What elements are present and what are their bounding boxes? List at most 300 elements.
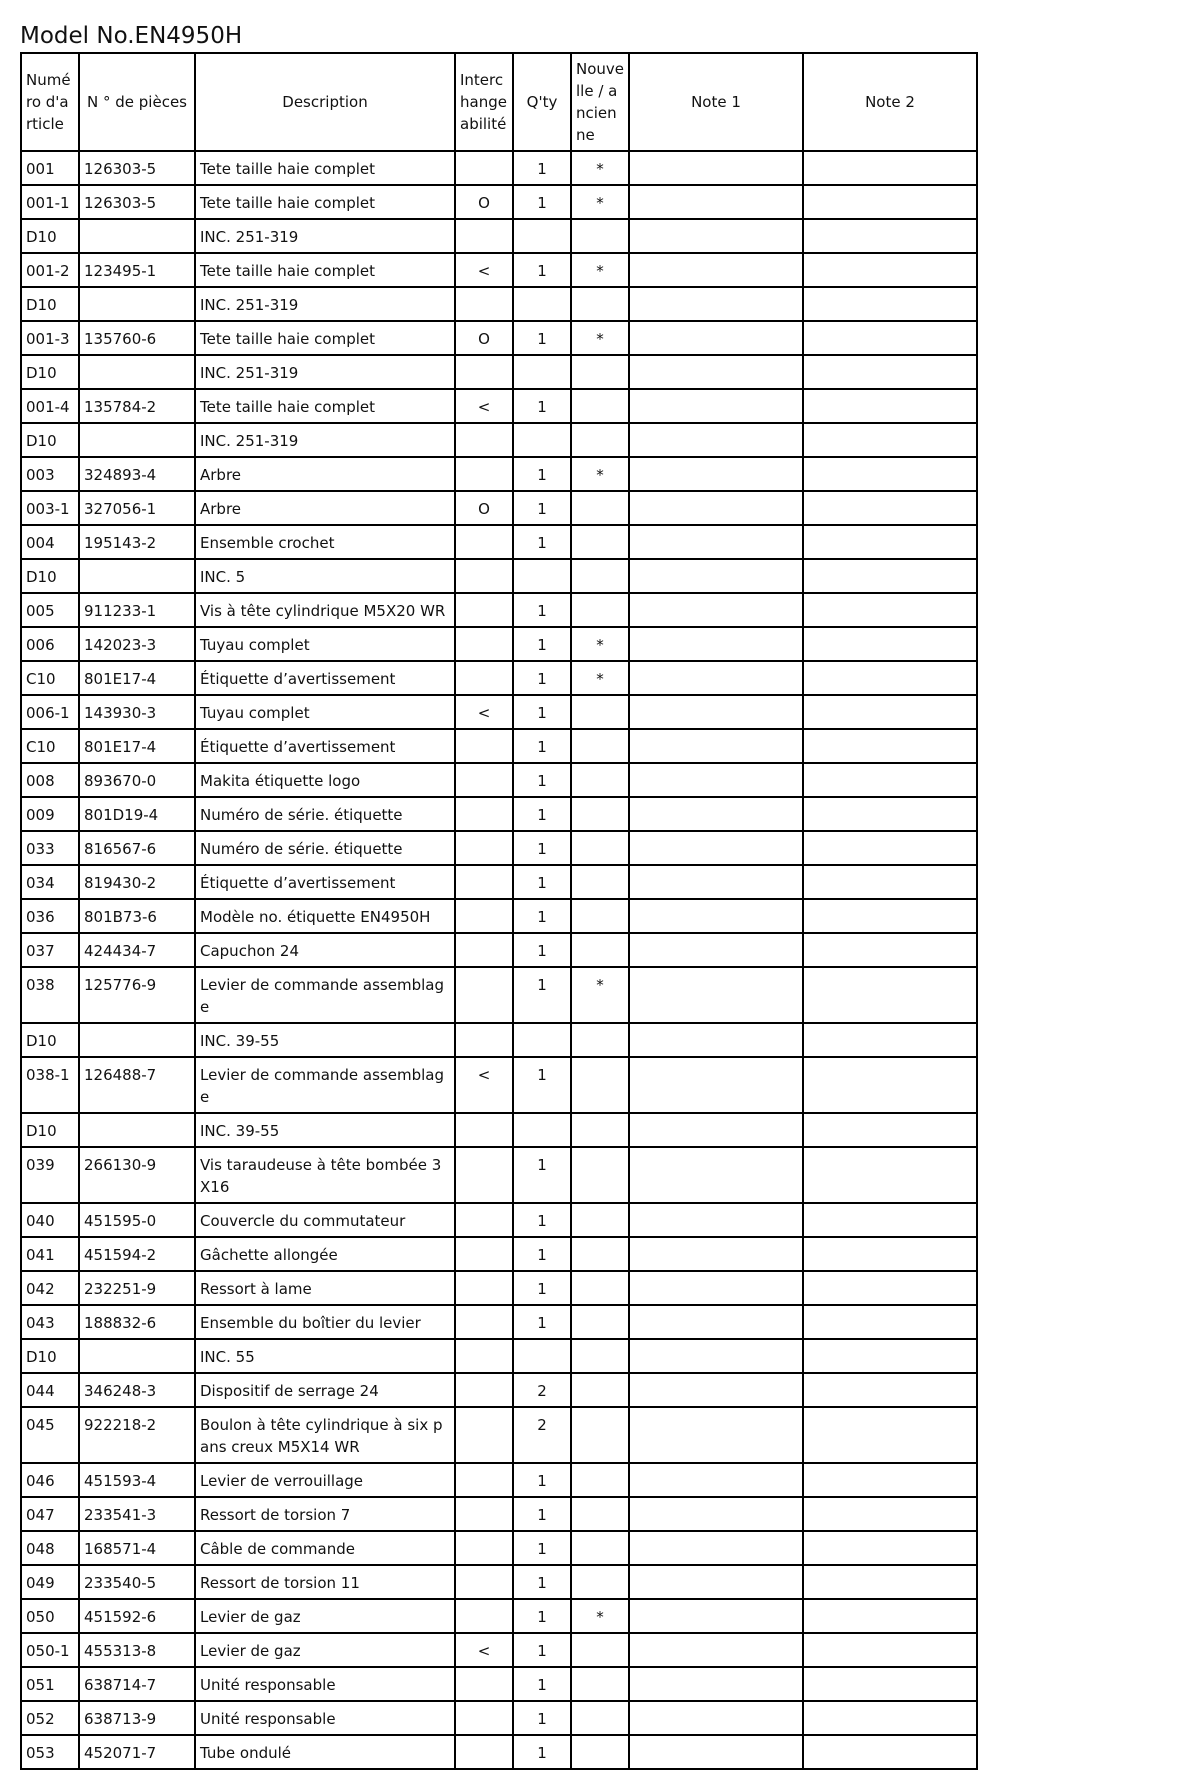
item-number-cell: C10 xyxy=(21,729,79,763)
table-row xyxy=(21,661,977,695)
note-1-cell xyxy=(629,593,803,627)
item-number-cell: 040 xyxy=(21,1203,79,1237)
table-row xyxy=(21,525,977,559)
note-1-cell xyxy=(629,559,803,593)
note-1-cell xyxy=(629,355,803,389)
item-number-cell: 009 xyxy=(21,797,79,831)
new-old-cell xyxy=(571,831,629,865)
item-number-cell: D10 xyxy=(21,559,79,593)
item-number-cell: 008 xyxy=(21,763,79,797)
description-cell: Tete taille haie complet xyxy=(195,253,455,287)
note-2-cell xyxy=(803,797,977,831)
note-2-cell xyxy=(803,1373,977,1407)
quantity-cell: 2 xyxy=(513,1407,571,1463)
table-row xyxy=(21,1237,977,1271)
note-1-cell xyxy=(629,1463,803,1497)
note-2-cell xyxy=(803,1667,977,1701)
part-number-cell: 195143-2 xyxy=(79,525,195,559)
item-number-cell: D10 xyxy=(21,1339,79,1373)
part-number-cell: 455313-8 xyxy=(79,1633,195,1667)
item-number-cell: 049 xyxy=(21,1565,79,1599)
table-row xyxy=(21,1271,977,1305)
quantity-cell: 1 xyxy=(513,1057,571,1113)
interchangeability-cell xyxy=(455,1735,513,1769)
table-row xyxy=(21,865,977,899)
note-2-cell xyxy=(803,1599,977,1633)
note-2-cell xyxy=(803,899,977,933)
part-number-cell: 451592-6 xyxy=(79,1599,195,1633)
quantity-cell: 1 xyxy=(513,899,571,933)
part-number-cell xyxy=(79,423,195,457)
interchangeability-cell xyxy=(455,661,513,695)
description-cell: Tuyau complet xyxy=(195,695,455,729)
interchangeability-cell: O xyxy=(455,491,513,525)
description-cell: INC. 5 xyxy=(195,559,455,593)
new-old-cell: * xyxy=(571,661,629,695)
quantity-cell: 1 xyxy=(513,1203,571,1237)
part-number-cell: 346248-3 xyxy=(79,1373,195,1407)
note-1-cell xyxy=(629,1237,803,1271)
interchangeability-cell: O xyxy=(455,321,513,355)
interchangeability-cell xyxy=(455,1373,513,1407)
table-row xyxy=(21,253,977,287)
table-row xyxy=(21,321,977,355)
note-2-cell xyxy=(803,1271,977,1305)
interchangeability-cell: < xyxy=(455,389,513,423)
new-old-cell: * xyxy=(571,457,629,491)
note-2-cell xyxy=(803,491,977,525)
interchangeability-cell: < xyxy=(455,1057,513,1113)
item-number-cell: 053 xyxy=(21,1735,79,1769)
new-old-cell xyxy=(571,729,629,763)
part-number-cell xyxy=(79,355,195,389)
note-1-cell xyxy=(629,151,803,185)
interchangeability-cell xyxy=(455,763,513,797)
description-cell: INC. 55 xyxy=(195,1339,455,1373)
new-old-cell xyxy=(571,1057,629,1113)
interchangeability-cell xyxy=(455,1147,513,1203)
part-number-cell: 233541-3 xyxy=(79,1497,195,1531)
new-old-cell xyxy=(571,1407,629,1463)
table-row xyxy=(21,219,977,253)
new-old-cell xyxy=(571,1565,629,1599)
note-2-cell xyxy=(803,253,977,287)
quantity-cell: 1 xyxy=(513,661,571,695)
quantity-cell: 1 xyxy=(513,1599,571,1633)
note-2-cell xyxy=(803,729,977,763)
part-number-cell: 451595-0 xyxy=(79,1203,195,1237)
description-cell: Levier de gaz xyxy=(195,1633,455,1667)
part-number-cell: 801D19-4 xyxy=(79,797,195,831)
description-cell: Ressort de torsion 11 xyxy=(195,1565,455,1599)
part-number-cell xyxy=(79,219,195,253)
new-old-cell xyxy=(571,1531,629,1565)
note-1-cell xyxy=(629,1735,803,1769)
table-row xyxy=(21,933,977,967)
table-row xyxy=(21,389,977,423)
item-number-cell: 005 xyxy=(21,593,79,627)
quantity-cell: 1 xyxy=(513,1271,571,1305)
note-1-cell xyxy=(629,321,803,355)
note-1-cell xyxy=(629,933,803,967)
note-2-cell xyxy=(803,1147,977,1203)
part-number-cell: 452071-7 xyxy=(79,1735,195,1769)
interchangeability-cell xyxy=(455,899,513,933)
note-1-cell xyxy=(629,1497,803,1531)
part-number-cell: 188832-6 xyxy=(79,1305,195,1339)
header-part-number: N ° de pièces xyxy=(79,53,195,151)
table-row xyxy=(21,559,977,593)
part-number-cell: 126303-5 xyxy=(79,151,195,185)
interchangeability-cell xyxy=(455,627,513,661)
interchangeability-cell xyxy=(455,1667,513,1701)
header-item-number: Numéro d'article xyxy=(21,53,79,151)
table-row xyxy=(21,1203,977,1237)
new-old-cell xyxy=(571,1497,629,1531)
part-number-cell: 911233-1 xyxy=(79,593,195,627)
new-old-cell xyxy=(571,865,629,899)
quantity-cell: 1 xyxy=(513,593,571,627)
note-2-cell xyxy=(803,525,977,559)
table-row xyxy=(21,1305,977,1339)
new-old-cell: * xyxy=(571,967,629,1023)
interchangeability-cell xyxy=(455,1565,513,1599)
interchangeability-cell xyxy=(455,967,513,1023)
note-2-cell xyxy=(803,1565,977,1599)
part-number-cell: 638713-9 xyxy=(79,1701,195,1735)
note-2-cell xyxy=(803,1339,977,1373)
quantity-cell: 1 xyxy=(513,1633,571,1667)
part-number-cell: 816567-6 xyxy=(79,831,195,865)
part-number-cell: 801E17-4 xyxy=(79,729,195,763)
interchangeability-cell xyxy=(455,287,513,321)
description-cell: Levier de commande assemblage xyxy=(195,967,455,1023)
quantity-cell xyxy=(513,1113,571,1147)
part-number-cell xyxy=(79,287,195,321)
item-number-cell: D10 xyxy=(21,219,79,253)
interchangeability-cell xyxy=(455,525,513,559)
table-row xyxy=(21,1407,977,1463)
note-2-cell xyxy=(803,1203,977,1237)
note-1-cell xyxy=(629,1339,803,1373)
interchangeability-cell xyxy=(455,151,513,185)
quantity-cell: 1 xyxy=(513,1463,571,1497)
quantity-cell: 1 xyxy=(513,185,571,219)
header-note-1: Note 1 xyxy=(629,53,803,151)
table-row xyxy=(21,899,977,933)
table-row xyxy=(21,1463,977,1497)
note-2-cell xyxy=(803,593,977,627)
quantity-cell: 1 xyxy=(513,151,571,185)
note-2-cell xyxy=(803,321,977,355)
description-cell: Tete taille haie complet xyxy=(195,389,455,423)
new-old-cell xyxy=(571,1701,629,1735)
quantity-cell: 1 xyxy=(513,695,571,729)
new-old-cell xyxy=(571,1463,629,1497)
description-cell: Dispositif de serrage 24 xyxy=(195,1373,455,1407)
quantity-cell xyxy=(513,423,571,457)
table-row xyxy=(21,1701,977,1735)
table-row xyxy=(21,1735,977,1769)
quantity-cell: 1 xyxy=(513,763,571,797)
note-2-cell xyxy=(803,627,977,661)
interchangeability-cell xyxy=(455,457,513,491)
note-2-cell xyxy=(803,967,977,1023)
part-number-cell: 324893-4 xyxy=(79,457,195,491)
table-row xyxy=(21,185,977,219)
note-2-cell xyxy=(803,219,977,253)
note-1-cell xyxy=(629,1147,803,1203)
part-number-cell: 126303-5 xyxy=(79,185,195,219)
description-cell: Arbre xyxy=(195,457,455,491)
quantity-cell: 1 xyxy=(513,253,571,287)
item-number-cell: 050-1 xyxy=(21,1633,79,1667)
note-2-cell xyxy=(803,389,977,423)
note-1-cell xyxy=(629,695,803,729)
new-old-cell xyxy=(571,1113,629,1147)
note-1-cell xyxy=(629,831,803,865)
quantity-cell: 1 xyxy=(513,1701,571,1735)
item-number-cell: 004 xyxy=(21,525,79,559)
description-cell: INC. 251-319 xyxy=(195,287,455,321)
item-number-cell: 003-1 xyxy=(21,491,79,525)
part-number-cell: 922218-2 xyxy=(79,1407,195,1463)
note-1-cell xyxy=(629,1565,803,1599)
note-1-cell xyxy=(629,491,803,525)
quantity-cell: 1 xyxy=(513,1497,571,1531)
table-row xyxy=(21,1113,977,1147)
quantity-cell: 1 xyxy=(513,1735,571,1769)
part-number-cell: 125776-9 xyxy=(79,967,195,1023)
note-1-cell xyxy=(629,899,803,933)
note-2-cell xyxy=(803,423,977,457)
new-old-cell xyxy=(571,1203,629,1237)
part-number-cell: 327056-1 xyxy=(79,491,195,525)
part-number-cell: 893670-0 xyxy=(79,763,195,797)
note-1-cell xyxy=(629,1667,803,1701)
item-number-cell: D10 xyxy=(21,1023,79,1057)
item-number-cell: 042 xyxy=(21,1271,79,1305)
note-2-cell xyxy=(803,763,977,797)
description-cell: INC. 251-319 xyxy=(195,219,455,253)
description-cell: Couvercle du commutateur xyxy=(195,1203,455,1237)
model-title: Model No.EN4950H xyxy=(20,23,243,49)
description-cell: Arbre xyxy=(195,491,455,525)
table-row xyxy=(21,151,977,185)
description-cell: Levier de commande assemblage xyxy=(195,1057,455,1113)
new-old-cell xyxy=(571,1271,629,1305)
part-number-cell: 126488-7 xyxy=(79,1057,195,1113)
note-2-cell xyxy=(803,1407,977,1463)
description-cell: Numéro de série. étiquette xyxy=(195,797,455,831)
quantity-cell xyxy=(513,355,571,389)
header-interchangeability: Interchangeabilité xyxy=(455,53,513,151)
interchangeability-cell: < xyxy=(455,1633,513,1667)
note-2-cell xyxy=(803,1633,977,1667)
part-number-cell: 142023-3 xyxy=(79,627,195,661)
item-number-cell: 038 xyxy=(21,967,79,1023)
part-number-cell xyxy=(79,1023,195,1057)
description-cell: Ressort de torsion 7 xyxy=(195,1497,455,1531)
note-2-cell xyxy=(803,1113,977,1147)
item-number-cell: D10 xyxy=(21,1113,79,1147)
quantity-cell: 1 xyxy=(513,1565,571,1599)
item-number-cell: 052 xyxy=(21,1701,79,1735)
interchangeability-cell xyxy=(455,1339,513,1373)
description-cell: Makita étiquette logo xyxy=(195,763,455,797)
new-old-cell xyxy=(571,1735,629,1769)
new-old-cell xyxy=(571,525,629,559)
table-row xyxy=(21,1373,977,1407)
interchangeability-cell xyxy=(455,865,513,899)
quantity-cell: 1 xyxy=(513,1305,571,1339)
new-old-cell xyxy=(571,933,629,967)
note-2-cell xyxy=(803,1701,977,1735)
new-old-cell xyxy=(571,1237,629,1271)
new-old-cell xyxy=(571,1023,629,1057)
interchangeability-cell xyxy=(455,729,513,763)
description-cell: Ressort à lame xyxy=(195,1271,455,1305)
interchangeability-cell xyxy=(455,933,513,967)
table-row xyxy=(21,1147,977,1203)
new-old-cell xyxy=(571,287,629,321)
note-1-cell xyxy=(629,627,803,661)
quantity-cell: 1 xyxy=(513,933,571,967)
interchangeability-cell xyxy=(455,1305,513,1339)
note-1-cell xyxy=(629,1023,803,1057)
description-cell: INC. 251-319 xyxy=(195,423,455,457)
part-number-cell xyxy=(79,559,195,593)
new-old-cell xyxy=(571,389,629,423)
interchangeability-cell xyxy=(455,1203,513,1237)
part-number-cell: 801B73-6 xyxy=(79,899,195,933)
header-row xyxy=(21,53,977,151)
header-quantity: Q'ty xyxy=(513,53,571,151)
table-row xyxy=(21,1057,977,1113)
description-cell: Étiquette d’avertissement xyxy=(195,865,455,899)
table-row xyxy=(21,355,977,389)
item-number-cell: 045 xyxy=(21,1407,79,1463)
header-new-old: Nouvelle / ancienne xyxy=(571,53,629,151)
new-old-cell xyxy=(571,695,629,729)
note-2-cell xyxy=(803,1497,977,1531)
header-description: Description xyxy=(195,53,455,151)
item-number-cell: 033 xyxy=(21,831,79,865)
quantity-cell xyxy=(513,1023,571,1057)
table-row xyxy=(21,1565,977,1599)
item-number-cell: 051 xyxy=(21,1667,79,1701)
part-number-cell: 123495-1 xyxy=(79,253,195,287)
new-old-cell xyxy=(571,491,629,525)
item-number-cell: 041 xyxy=(21,1237,79,1271)
table-row xyxy=(21,593,977,627)
note-2-cell xyxy=(803,1023,977,1057)
note-1-cell xyxy=(629,1203,803,1237)
header-note-2: Note 2 xyxy=(803,53,977,151)
new-old-cell xyxy=(571,763,629,797)
description-cell: Tete taille haie complet xyxy=(195,185,455,219)
part-number-cell: 232251-9 xyxy=(79,1271,195,1305)
interchangeability-cell xyxy=(455,1599,513,1633)
note-1-cell xyxy=(629,1057,803,1113)
note-1-cell xyxy=(629,185,803,219)
note-2-cell xyxy=(803,151,977,185)
interchangeability-cell xyxy=(455,831,513,865)
new-old-cell xyxy=(571,1339,629,1373)
quantity-cell: 1 xyxy=(513,525,571,559)
note-1-cell xyxy=(629,389,803,423)
note-1-cell xyxy=(629,661,803,695)
quantity-cell: 1 xyxy=(513,831,571,865)
item-number-cell: C10 xyxy=(21,661,79,695)
note-1-cell xyxy=(629,1113,803,1147)
note-1-cell xyxy=(629,797,803,831)
parts-table xyxy=(20,52,978,1770)
new-old-cell xyxy=(571,593,629,627)
part-number-cell: 638714-7 xyxy=(79,1667,195,1701)
table-row xyxy=(21,1497,977,1531)
note-1-cell xyxy=(629,763,803,797)
note-2-cell xyxy=(803,1237,977,1271)
new-old-cell xyxy=(571,559,629,593)
table-row xyxy=(21,627,977,661)
part-number-cell: 451593-4 xyxy=(79,1463,195,1497)
part-number-cell: 266130-9 xyxy=(79,1147,195,1203)
part-number-cell: 143930-3 xyxy=(79,695,195,729)
quantity-cell: 1 xyxy=(513,389,571,423)
description-cell: Étiquette d’avertissement xyxy=(195,661,455,695)
note-2-cell xyxy=(803,1735,977,1769)
interchangeability-cell xyxy=(455,1271,513,1305)
item-number-cell: 001-3 xyxy=(21,321,79,355)
note-1-cell xyxy=(629,1305,803,1339)
quantity-cell: 1 xyxy=(513,967,571,1023)
description-cell: INC. 39-55 xyxy=(195,1113,455,1147)
note-2-cell xyxy=(803,831,977,865)
item-number-cell: 043 xyxy=(21,1305,79,1339)
description-cell: Tete taille haie complet xyxy=(195,321,455,355)
note-2-cell xyxy=(803,695,977,729)
item-number-cell: 047 xyxy=(21,1497,79,1531)
note-1-cell xyxy=(629,865,803,899)
table-row xyxy=(21,729,977,763)
part-number-cell xyxy=(79,1113,195,1147)
new-old-cell: * xyxy=(571,185,629,219)
quantity-cell: 1 xyxy=(513,457,571,491)
note-1-cell xyxy=(629,287,803,321)
note-1-cell xyxy=(629,1599,803,1633)
item-number-cell: 001-4 xyxy=(21,389,79,423)
note-1-cell xyxy=(629,525,803,559)
quantity-cell: 1 xyxy=(513,1147,571,1203)
new-old-cell xyxy=(571,423,629,457)
part-number-cell: 135784-2 xyxy=(79,389,195,423)
quantity-cell: 1 xyxy=(513,1237,571,1271)
note-1-cell xyxy=(629,1633,803,1667)
description-cell: Levier de gaz xyxy=(195,1599,455,1633)
item-number-cell: 003 xyxy=(21,457,79,491)
quantity-cell: 1 xyxy=(513,1667,571,1701)
part-number-cell: 801E17-4 xyxy=(79,661,195,695)
interchangeability-cell xyxy=(455,559,513,593)
description-cell: Câble de commande xyxy=(195,1531,455,1565)
description-cell: Gâchette allongée xyxy=(195,1237,455,1271)
new-old-cell xyxy=(571,797,629,831)
table-row xyxy=(21,491,977,525)
description-cell: Tube ondulé xyxy=(195,1735,455,1769)
new-old-cell xyxy=(571,1305,629,1339)
quantity-cell: 1 xyxy=(513,321,571,355)
